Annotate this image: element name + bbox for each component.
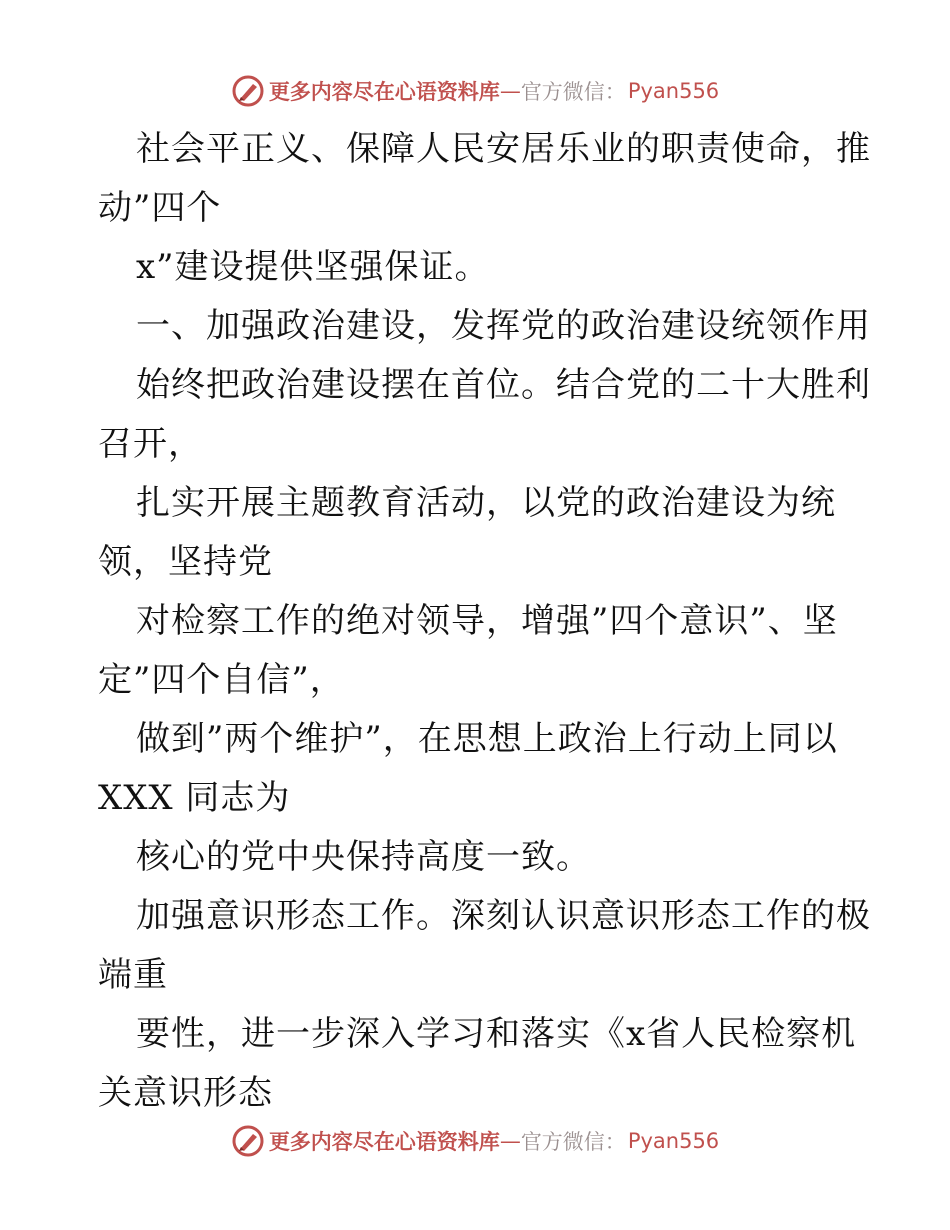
watermark-sub: 官方微信： (520, 1130, 626, 1154)
text-line: 核心的党中央保持高度一致。 (136, 837, 591, 877)
text-line: 社会平正义、保障人民安居乐业的职责使命，推 (136, 129, 871, 169)
text-line: 召开， (98, 424, 203, 464)
text-line: 做到”两个维护”，在思想上政治上行动上同以 (136, 719, 838, 759)
text-line: XXX 同志为 (98, 778, 291, 818)
section-heading: 一、加强政治建设，发挥党的政治建设统领作用 (136, 306, 871, 346)
text-line: 加强意识形态工作。深刻认识意识形态工作的极 (136, 896, 871, 936)
watermark-title: 更多内容尽在心语资料库 (268, 1130, 500, 1154)
watermark-dash: — (499, 1129, 521, 1153)
text-line: 动”四个 (98, 188, 222, 228)
watermark-header (0, 69, 950, 113)
text-line: x”建设提供坚强保证。 (136, 247, 490, 287)
text-line: 对检察工作的绝对领导，增强”四个意识”、坚 (136, 601, 838, 641)
pen-seal-logo-icon (231, 74, 265, 108)
text-line: 领，坚持党 (98, 542, 273, 582)
watermark-id: Pyan556 (627, 79, 720, 103)
pen-seal-logo-icon (231, 1124, 265, 1158)
watermark-title: 更多内容尽在心语资料库 (268, 80, 500, 104)
watermark-id: Pyan556 (627, 1129, 720, 1153)
text-line: 要性，进一步深入学习和落实《x省人民检察机 (136, 1014, 857, 1054)
watermark-dash: — (499, 79, 521, 103)
document-body (98, 120, 871, 1123)
text-line: 定”四个自信”， (98, 660, 345, 700)
watermark-sub: 官方微信： (520, 80, 626, 104)
watermark-footer (0, 1119, 950, 1163)
text-line: 始终把政治建设摆在首位。结合党的二十大胜利 (136, 365, 871, 405)
text-line: 端重 (98, 955, 168, 995)
text-line: 扎实开展主题教育活动，以党的政治建设为统 (136, 483, 836, 523)
text-line: 关意识形态 (98, 1073, 273, 1113)
